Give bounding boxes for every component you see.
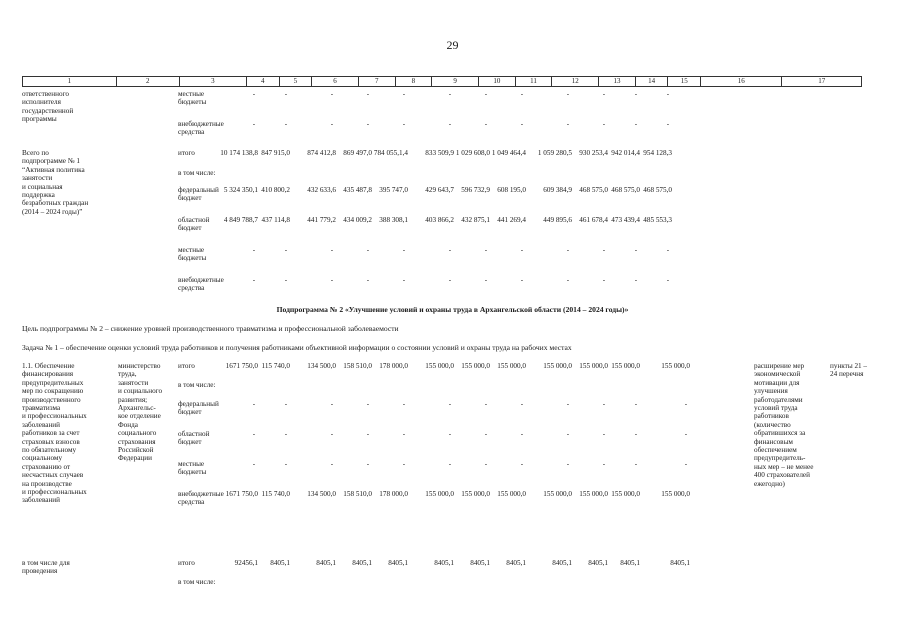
empty-dash-cell: - <box>484 430 488 438</box>
goal-text: Цель подпрограммы № 2 – снижение уровней производственного травматизма и профессиональной заболеваемости <box>22 324 399 333</box>
empty-dash-cell: - <box>566 90 570 98</box>
empty-dash-cell: - <box>602 400 606 408</box>
responsible-executor: занятости <box>118 378 149 387</box>
empty-dash-cell: - <box>634 90 638 98</box>
measure-name: финансирования <box>22 370 74 379</box>
responsible-executor: Фонда <box>118 420 138 429</box>
empty-dash-cell: - <box>402 276 406 284</box>
measure-name: и профессиональных <box>22 488 87 496</box>
responsible-executor: министерство <box>118 362 161 370</box>
row-label: местные <box>178 90 205 98</box>
empty-dash-cell: - <box>284 276 288 284</box>
header-col-5: 5 <box>279 77 312 87</box>
amount-cell: 388 308,1 <box>379 216 408 224</box>
amount-cell: 155 000,0 <box>579 362 608 370</box>
row-label: бюджет <box>178 194 202 203</box>
row-label: средства <box>178 498 205 507</box>
header-col-8: 8 <box>395 77 432 87</box>
expected-result: условий труда <box>754 404 798 412</box>
amount-cell: 8405,1 <box>316 559 336 567</box>
amount-cell: 155 000,0 <box>543 490 572 498</box>
header-col-10: 10 <box>479 77 516 87</box>
responsible-executor: Федерации <box>118 454 152 463</box>
subprogram-total-name: подпрограмме № 1 <box>22 157 80 166</box>
amount-cell: 441 779,2 <box>307 216 336 224</box>
header-col-11: 11 <box>515 77 552 87</box>
empty-dash-cell: - <box>252 120 256 128</box>
empty-dash-cell: - <box>402 120 406 128</box>
amount-cell: 8405,1 <box>270 559 290 567</box>
empty-dash-cell: - <box>284 430 288 438</box>
empty-dash-cell: - <box>330 430 334 438</box>
row-label: бюджет <box>178 408 202 417</box>
row-label: итого <box>178 362 195 370</box>
empty-dash-cell: - <box>402 90 406 98</box>
amount-cell: 468 575,0 <box>579 186 608 194</box>
amount-cell: 155 000,0 <box>579 490 608 498</box>
empty-dash-cell: - <box>484 276 488 284</box>
amount-cell: 432 633,6 <box>307 186 336 194</box>
empty-dash-cell: - <box>602 430 606 438</box>
empty-dash-cell: - <box>366 120 370 128</box>
row-label: бюджет <box>178 438 202 447</box>
empty-dash-cell: - <box>284 246 288 254</box>
row-label: бюджет <box>178 224 202 233</box>
amount-cell: 155 000,0 <box>661 490 690 498</box>
empty-dash-cell: - <box>566 246 570 254</box>
amount-cell: 8405,1 <box>588 559 608 567</box>
measure-name: мер по сокращению <box>22 387 84 396</box>
empty-dash-cell: - <box>252 400 256 408</box>
empty-dash-cell: - <box>284 460 288 468</box>
amount-cell: 134 500,0 <box>307 490 336 498</box>
page-number: 29 <box>446 38 459 52</box>
empty-dash-cell: - <box>484 90 488 98</box>
amount-cell: 158 510,0 <box>343 490 372 498</box>
executor-name: ответственного <box>22 90 69 98</box>
amount-cell: 468 575,0 <box>643 186 672 194</box>
amount-cell: 8405,1 <box>552 559 572 567</box>
expected-result: работодателями <box>754 395 803 404</box>
amount-cell: 435 487,8 <box>343 186 372 194</box>
empty-dash-cell: - <box>284 90 288 98</box>
subprogram-total-name: безработных граждан <box>22 199 89 208</box>
amount-cell: 449 895,6 <box>543 216 572 224</box>
empty-dash-cell: - <box>448 276 452 284</box>
empty-dash-cell: - <box>448 430 452 438</box>
responsible-executor: и социального <box>118 387 163 396</box>
header-col-3: 3 <box>179 77 246 87</box>
empty-dash-cell: - <box>634 120 638 128</box>
amount-cell: 8405,1 <box>670 559 690 567</box>
expected-result: 400 страхователей <box>754 471 810 480</box>
empty-dash-cell: - <box>602 120 606 128</box>
empty-dash-cell: - <box>520 276 524 284</box>
amount-cell: 1 059 280,5 <box>537 149 572 157</box>
amount-cell: 178 000,0 <box>379 362 408 370</box>
empty-dash-cell: - <box>484 246 488 254</box>
empty-dash-cell: - <box>448 400 452 408</box>
amount-cell: 10 174 138,8 <box>220 149 258 157</box>
amount-cell: 5 324 350,1 <box>223 186 258 194</box>
empty-dash-cell: - <box>666 246 670 254</box>
executor-name: программы <box>22 115 57 124</box>
measure-name: на производстве <box>22 479 72 488</box>
amount-cell: 134 500,0 <box>307 362 336 370</box>
measure-name: травматизма <box>22 404 61 412</box>
expected-result: ежегодно) <box>754 479 785 488</box>
empty-dash-cell: - <box>366 430 370 438</box>
empty-dash-cell: - <box>602 460 606 468</box>
amount-cell: 395 747,0 <box>379 186 408 194</box>
amount-cell: 115 740,0 <box>261 362 290 370</box>
row-label: бюджеты <box>178 254 207 263</box>
header-col-14: 14 <box>635 77 668 87</box>
subprogram-title: Подпрограмма № 2 «Улучшение условий и охраны труда в Архангельской области (2014 – 2024 годы)» <box>276 305 629 314</box>
responsible-executor: страхования <box>118 437 156 446</box>
empty-dash-cell: - <box>402 246 406 254</box>
reference-note: 24 перечня <box>830 370 864 379</box>
empty-dash-cell: - <box>520 120 524 128</box>
empty-dash-cell: - <box>684 400 688 408</box>
empty-dash-cell: - <box>252 430 256 438</box>
amount-cell: 155 000,0 <box>497 490 526 498</box>
header-col-7: 7 <box>358 77 395 87</box>
expected-result: предупредитель- <box>754 454 806 463</box>
responsible-executor: Российской <box>118 446 154 454</box>
expected-result: мотивации для <box>754 378 800 387</box>
responsible-executor: развития; <box>118 395 148 404</box>
header-col-4: 4 <box>246 77 279 87</box>
empty-dash-cell: - <box>484 400 488 408</box>
row-label: в том числе: <box>178 578 216 586</box>
empty-dash-cell: - <box>330 276 334 284</box>
row-label: средства <box>178 128 205 137</box>
measure-name: страховых взносов <box>22 437 80 446</box>
amount-cell: 4 849 788,7 <box>223 216 258 224</box>
header-col-6: 6 <box>312 77 359 87</box>
row-label: в том числе: <box>178 169 216 177</box>
responsible-executor: Архангельс- <box>118 404 156 412</box>
amount-cell: 8405,1 <box>388 559 408 567</box>
amount-cell: 432 875,1 <box>461 216 490 224</box>
measure-name: заболеваний <box>22 496 60 505</box>
empty-dash-cell: - <box>666 90 670 98</box>
expected-result: (количество <box>754 420 791 429</box>
empty-dash-cell: - <box>448 90 452 98</box>
amount-cell: 1671 750,0 <box>225 490 258 498</box>
empty-dash-cell: - <box>566 120 570 128</box>
amount-cell: 410 800,2 <box>261 186 290 194</box>
empty-dash-cell: - <box>448 460 452 468</box>
subprogram-total-name: “Активная политика <box>22 165 85 174</box>
amount-cell: 847 915,0 <box>261 149 290 157</box>
sub-measure-name: в том числе для <box>22 559 70 567</box>
amount-cell: 434 009,2 <box>343 216 372 224</box>
sub-measure-name: проведения <box>22 567 58 576</box>
row-label: федеральный <box>178 400 219 408</box>
empty-dash-cell: - <box>602 90 606 98</box>
empty-dash-cell: - <box>684 460 688 468</box>
amount-cell: 92456,1 <box>234 559 258 567</box>
row-label: бюджеты <box>178 98 207 107</box>
row-label: областной <box>178 216 210 224</box>
task-text: Задача № 1 – обеспечение оценки условий труда работников и получения работниками объективной информации о состоянии условий и охраны труда на рабочих местах <box>22 343 572 352</box>
measure-name: и профессиональных <box>22 412 87 421</box>
amount-cell: 8405,1 <box>620 559 640 567</box>
amount-cell: 155 000,0 <box>543 362 572 370</box>
empty-dash-cell: - <box>520 400 524 408</box>
amount-cell: 178 000,0 <box>379 490 408 498</box>
amount-cell: 441 269,4 <box>497 216 526 224</box>
amount-cell: 833 509,9 <box>425 149 454 157</box>
empty-dash-cell: - <box>252 460 256 468</box>
row-label: местные <box>178 460 205 468</box>
empty-dash-cell: - <box>520 90 524 98</box>
header-col-1: 1 <box>23 77 117 87</box>
amount-cell: 473 439,4 <box>611 216 640 224</box>
row-label: внебюджетные <box>178 490 224 498</box>
empty-dash-cell: - <box>484 460 488 468</box>
responsible-executor: труда, <box>118 370 137 379</box>
amount-cell: 155 000,0 <box>425 362 454 370</box>
empty-dash-cell: - <box>520 246 524 254</box>
amount-cell: 155 000,0 <box>461 362 490 370</box>
amount-cell: 954 128,3 <box>643 149 672 157</box>
row-label: внебюджетные <box>178 276 224 284</box>
empty-dash-cell: - <box>634 460 638 468</box>
amount-cell: 1671 750,0 <box>225 362 258 370</box>
header-col-17: 17 <box>782 77 862 87</box>
column-number-header <box>22 76 862 87</box>
header-col-9: 9 <box>432 77 479 87</box>
row-label: областной <box>178 430 210 438</box>
empty-dash-cell: - <box>566 430 570 438</box>
empty-dash-cell: - <box>284 120 288 128</box>
amount-cell: 8405,1 <box>470 559 490 567</box>
measure-name: несчастных случаев <box>22 471 84 480</box>
empty-dash-cell: - <box>634 430 638 438</box>
empty-dash-cell: - <box>252 276 256 284</box>
empty-dash-cell: - <box>684 430 688 438</box>
subprogram-total-name: (2014 – 2024 годы)” <box>22 207 83 216</box>
amount-cell: 115 740,0 <box>261 490 290 498</box>
row-label: бюджеты <box>178 468 207 477</box>
expected-result: улучшения <box>754 387 788 396</box>
measure-name: социальному <box>22 454 63 463</box>
empty-dash-cell: - <box>284 400 288 408</box>
expected-result: обратившихся за <box>754 429 806 438</box>
empty-dash-cell: - <box>566 400 570 408</box>
amount-cell: 596 732,9 <box>461 186 490 194</box>
amount-cell: 930 253,4 <box>579 149 608 157</box>
subprogram-total-name: Всего по <box>22 149 49 157</box>
amount-cell: 784 055,1,4 <box>373 149 408 157</box>
measure-name: 1.1. Обеспечение <box>22 362 75 370</box>
empty-dash-cell: - <box>666 276 670 284</box>
amount-cell: 429 643,7 <box>425 186 454 194</box>
amount-cell: 869 497,0 <box>343 149 372 157</box>
expected-result: расширение мер <box>754 362 805 370</box>
empty-dash-cell: - <box>252 90 256 98</box>
measure-name: производственного <box>22 395 81 404</box>
empty-dash-cell: - <box>566 276 570 284</box>
empty-dash-cell: - <box>330 246 334 254</box>
amount-cell: 155 000,0 <box>425 490 454 498</box>
empty-dash-cell: - <box>330 460 334 468</box>
measure-name: заболеваний <box>22 420 60 429</box>
row-label: местные <box>178 246 205 254</box>
amount-cell: 155 000,0 <box>611 490 640 498</box>
amount-cell: 403 866,2 <box>425 216 454 224</box>
row-label: внебюджетные <box>178 120 224 128</box>
empty-dash-cell: - <box>602 246 606 254</box>
empty-dash-cell: - <box>402 400 406 408</box>
row-label: итого <box>178 559 195 567</box>
empty-dash-cell: - <box>602 276 606 284</box>
expected-result: экономической <box>754 370 801 379</box>
expected-result: работников <box>754 412 789 421</box>
amount-cell: 155 000,0 <box>461 490 490 498</box>
empty-dash-cell: - <box>366 276 370 284</box>
empty-dash-cell: - <box>330 90 334 98</box>
expected-result: финансовым <box>754 437 793 446</box>
row-label: итого <box>178 149 195 157</box>
subprogram-total-name: поддержка <box>22 191 55 199</box>
amount-cell: 609 384,9 <box>543 186 572 194</box>
empty-dash-cell: - <box>566 460 570 468</box>
empty-dash-cell: - <box>366 246 370 254</box>
executor-name: исполнителя <box>22 98 61 107</box>
header-col-12: 12 <box>552 77 599 87</box>
amount-cell: 155 000,0 <box>661 362 690 370</box>
empty-dash-cell: - <box>366 460 370 468</box>
header-col-15: 15 <box>668 77 701 87</box>
empty-dash-cell: - <box>484 120 488 128</box>
amount-cell: 942 014,4 <box>611 149 640 157</box>
header-col-2: 2 <box>116 77 179 87</box>
expected-result: ных мер – не менее <box>754 462 814 471</box>
empty-dash-cell: - <box>634 400 638 408</box>
amount-cell: 8405,1 <box>434 559 454 567</box>
subprogram-total-name: и социальная <box>22 182 63 191</box>
header-col-13: 13 <box>599 77 636 87</box>
empty-dash-cell: - <box>520 430 524 438</box>
empty-dash-cell: - <box>666 120 670 128</box>
row-label: средства <box>178 284 205 293</box>
empty-dash-cell: - <box>520 460 524 468</box>
measure-name: предупредительных <box>22 378 84 387</box>
empty-dash-cell: - <box>330 120 334 128</box>
empty-dash-cell: - <box>402 430 406 438</box>
amount-cell: 158 510,0 <box>343 362 372 370</box>
amount-cell: 468 575,0 <box>611 186 640 194</box>
subprogram-total-name: занятости <box>22 174 53 183</box>
amount-cell: 1 029 608,0 <box>455 149 490 157</box>
amount-cell: 1 049 464,4 <box>491 149 526 157</box>
amount-cell: 437 114,8 <box>261 216 290 224</box>
amount-cell: 155 000,0 <box>611 362 640 370</box>
amount-cell: 461 678,4 <box>579 216 608 224</box>
empty-dash-cell: - <box>366 400 370 408</box>
amount-cell: 608 195,0 <box>497 186 526 194</box>
measure-name: работников за счет <box>22 429 80 438</box>
amount-cell: 155 000,0 <box>497 362 526 370</box>
amount-cell: 8405,1 <box>506 559 526 567</box>
row-label: федеральный <box>178 186 219 194</box>
reference-note: пункты 21 – <box>830 362 868 370</box>
measure-name: по обязательному <box>22 446 77 454</box>
amount-cell: 8405,1 <box>352 559 372 567</box>
responsible-executor: социального <box>118 429 157 438</box>
amount-cell: 874 412,8 <box>307 149 336 157</box>
row-label: в том числе: <box>178 381 216 389</box>
empty-dash-cell: - <box>634 276 638 284</box>
measure-name: страхованию от <box>22 462 71 471</box>
empty-dash-cell: - <box>448 246 452 254</box>
responsible-executor: кое отделение <box>118 412 161 421</box>
empty-dash-cell: - <box>634 246 638 254</box>
amount-cell: 485 553,3 <box>643 216 672 224</box>
empty-dash-cell: - <box>448 120 452 128</box>
empty-dash-cell: - <box>366 90 370 98</box>
header-col-16: 16 <box>700 77 781 87</box>
expected-result: обеспечением <box>754 446 797 454</box>
empty-dash-cell: - <box>330 400 334 408</box>
empty-dash-cell: - <box>402 460 406 468</box>
executor-name: государственной <box>22 106 74 115</box>
empty-dash-cell: - <box>252 246 256 254</box>
